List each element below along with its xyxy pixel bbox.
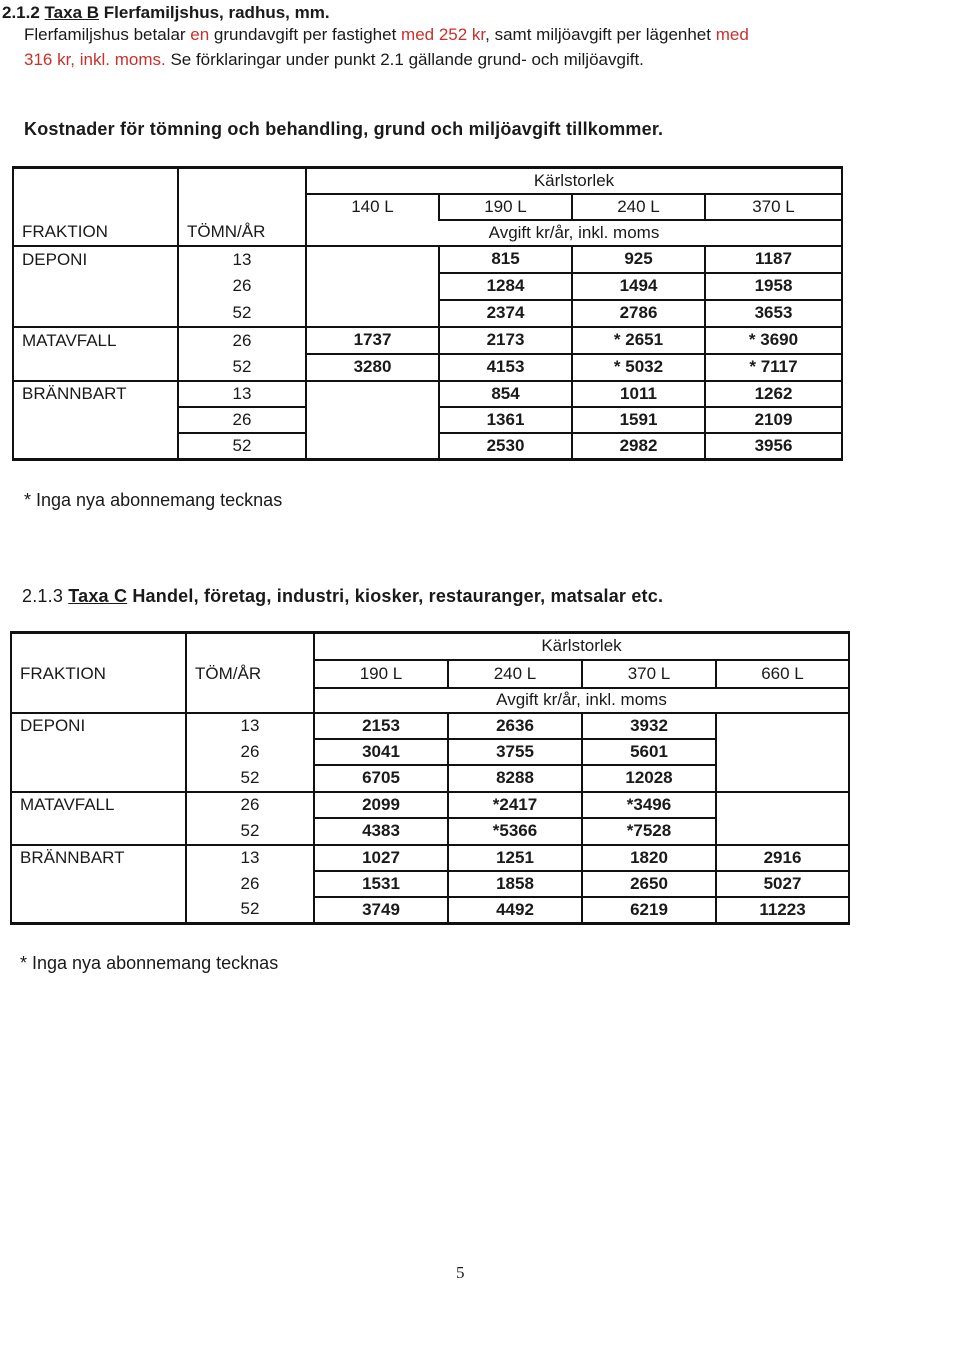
- price-cell: 6705: [314, 765, 448, 792]
- size-header: 660 L: [716, 660, 849, 688]
- price-cell: [306, 246, 439, 273]
- price-cell: [306, 433, 439, 460]
- group-header: Kärlstorlek: [314, 633, 849, 660]
- price-cell: 815: [439, 246, 572, 273]
- price-label: Avgift kr/år, inkl. moms: [314, 688, 849, 713]
- para-highlight: en: [190, 25, 210, 44]
- price-cell: [716, 792, 849, 818]
- tomn-value: 52: [178, 300, 306, 327]
- price-cell: 2153: [314, 713, 448, 739]
- price-cell: [306, 381, 439, 407]
- tomn-value: 13: [178, 381, 306, 407]
- price-cell: 3280: [306, 354, 439, 381]
- price-cell: 1011: [572, 381, 705, 407]
- page-number: 5: [456, 1263, 465, 1282]
- price-cell: 1187: [705, 246, 842, 273]
- price-cell: *7528: [582, 818, 716, 845]
- price-label: Avgift kr/år, inkl. moms: [306, 220, 842, 246]
- price-cell: * 5032: [572, 354, 705, 381]
- price-cell: 1494: [572, 273, 705, 300]
- empty-cell: [178, 168, 306, 194]
- empty-cell: [186, 633, 314, 660]
- empty-cell: [13, 354, 178, 381]
- price-cell: [716, 765, 849, 792]
- empty-cell: [13, 300, 178, 327]
- tomn-value: 52: [178, 433, 306, 460]
- empty-cell: [11, 739, 186, 765]
- price-cell: 2530: [439, 433, 572, 460]
- price-cell: 2173: [439, 327, 572, 354]
- price-cell: 1820: [582, 845, 716, 871]
- price-cell: 4492: [448, 897, 582, 924]
- intro-paragraph-line-1: [24, 25, 749, 45]
- price-cell: 2650: [582, 871, 716, 897]
- price-cell: 2109: [705, 407, 842, 433]
- price-cell: 5601: [582, 739, 716, 765]
- tomn-value: 26: [178, 407, 306, 433]
- empty-cell: [13, 407, 178, 433]
- para-text: grundavgift per fastighet: [209, 25, 402, 44]
- taxa-c-price-table: [10, 631, 850, 925]
- price-cell: 12028: [582, 765, 716, 792]
- empty-cell: [13, 194, 178, 220]
- price-cell: 1858: [448, 871, 582, 897]
- price-cell: 5027: [716, 871, 849, 897]
- price-cell: 4153: [439, 354, 572, 381]
- fraktion-label: BRÄNNBART: [11, 845, 186, 871]
- empty-cell: [11, 897, 186, 924]
- price-cell: 2982: [572, 433, 705, 460]
- price-cell: 2636: [448, 713, 582, 739]
- price-cell: 1737: [306, 327, 439, 354]
- price-cell: *2417: [448, 792, 582, 818]
- price-cell: [306, 407, 439, 433]
- size-header: 240 L: [572, 194, 705, 220]
- empty-cell: [186, 688, 314, 713]
- price-cell: 854: [439, 381, 572, 407]
- price-cell: 3755: [448, 739, 582, 765]
- size-header: 190 L: [439, 194, 572, 220]
- fraktion-label: MATAVFALL: [11, 792, 186, 818]
- price-cell: [306, 300, 439, 327]
- price-cell: [716, 713, 849, 739]
- taxa-b-price-table: [12, 166, 843, 461]
- price-cell: 1531: [314, 871, 448, 897]
- price-cell: 1361: [439, 407, 572, 433]
- heading-taxa-label: Taxa C: [68, 586, 128, 606]
- empty-cell: [13, 433, 178, 460]
- para-highlight: med 252 kr: [401, 25, 486, 44]
- price-cell: 8288: [448, 765, 582, 792]
- price-cell: 6219: [582, 897, 716, 924]
- para-highlight: 316 kr, inkl. moms.: [24, 50, 166, 69]
- size-header: 190 L: [314, 660, 448, 688]
- empty-cell: [11, 688, 186, 713]
- column-header-tomn: TÖM/ÅR: [186, 660, 314, 688]
- cost-subheading: Kostnader för tömning och behandling, grund och miljöavgift tillkommer.: [24, 119, 664, 139]
- fraktion-label: DEPONI: [13, 246, 178, 273]
- heading-taxa-label: Taxa B: [44, 3, 100, 22]
- section-heading-taxa-b: [2, 3, 330, 23]
- heading-title: Flerfamiljshus, radhus, mm.: [103, 3, 330, 22]
- price-cell: 2374: [439, 300, 572, 327]
- price-cell: 3749: [314, 897, 448, 924]
- column-header-fraktion: FRAKTION: [11, 660, 186, 688]
- price-cell: *5366: [448, 818, 582, 845]
- tomn-value: 52: [186, 897, 314, 924]
- empty-cell: [13, 273, 178, 300]
- heading-number: 2.1.2: [2, 3, 40, 22]
- price-cell: 1262: [705, 381, 842, 407]
- para-text: Se förklaringar under punkt 2.1 gällande grund- och miljöavgift.: [165, 50, 644, 69]
- size-header: 370 L: [582, 660, 716, 688]
- price-cell: 3956: [705, 433, 842, 460]
- tomn-value: 13: [178, 246, 306, 273]
- tomn-value: 26: [178, 327, 306, 354]
- empty-cell: [11, 765, 186, 792]
- column-header-tomn: TÖMN/ÅR: [178, 220, 306, 246]
- price-cell: 3653: [705, 300, 842, 327]
- price-cell: 1958: [705, 273, 842, 300]
- price-cell: [716, 818, 849, 845]
- tomn-value: 26: [186, 871, 314, 897]
- para-text: Flerfamiljshus betalar: [24, 25, 191, 44]
- price-cell: *3496: [582, 792, 716, 818]
- price-cell: [306, 273, 439, 300]
- heading-title: Handel, företag, industri, kiosker, restauranger, matsalar etc.: [132, 586, 664, 606]
- heading-number: 2.1.3: [22, 586, 64, 606]
- size-header: 370 L: [705, 194, 842, 220]
- para-highlight: med: [715, 25, 749, 44]
- price-cell: 1027: [314, 845, 448, 871]
- empty-cell: [11, 871, 186, 897]
- size-header: 240 L: [448, 660, 582, 688]
- fraktion-label: DEPONI: [11, 713, 186, 739]
- footnote-taxa-c: * Inga nya abonnemang tecknas: [20, 953, 279, 973]
- tomn-value: 26: [186, 792, 314, 818]
- price-cell: 4383: [314, 818, 448, 845]
- tomn-value: 52: [178, 354, 306, 381]
- intro-paragraph-line-2: [24, 50, 644, 70]
- empty-cell: [13, 168, 178, 194]
- tomn-value: 13: [186, 713, 314, 739]
- section-heading-taxa-c: [22, 586, 663, 607]
- tomn-value: 13: [186, 845, 314, 871]
- size-header: 140 L: [306, 194, 439, 220]
- price-cell: 2786: [572, 300, 705, 327]
- tomn-value: 26: [178, 273, 306, 300]
- price-cell: * 3690: [705, 327, 842, 354]
- empty-cell: [178, 194, 306, 220]
- fraktion-label: BRÄNNBART: [13, 381, 178, 407]
- price-cell: 2916: [716, 845, 849, 871]
- price-cell: 2099: [314, 792, 448, 818]
- price-cell: * 2651: [572, 327, 705, 354]
- empty-cell: [11, 818, 186, 845]
- empty-cell: [11, 633, 186, 660]
- price-cell: [716, 739, 849, 765]
- para-text: , samt miljöavgift per lägenhet: [485, 25, 716, 44]
- column-header-fraktion: FRAKTION: [13, 220, 178, 246]
- group-header: Kärlstorlek: [306, 168, 842, 194]
- tomn-value: 52: [186, 765, 314, 792]
- fraktion-label: MATAVFALL: [13, 327, 178, 354]
- tomn-value: 26: [186, 739, 314, 765]
- tomn-value: 52: [186, 818, 314, 845]
- price-cell: 1251: [448, 845, 582, 871]
- footnote-taxa-b: * Inga nya abonnemang tecknas: [24, 490, 283, 510]
- price-cell: 3041: [314, 739, 448, 765]
- price-cell: 925: [572, 246, 705, 273]
- price-cell: 1591: [572, 407, 705, 433]
- price-cell: * 7117: [705, 354, 842, 381]
- price-cell: 11223: [716, 897, 849, 924]
- price-cell: 1284: [439, 273, 572, 300]
- price-cell: 3932: [582, 713, 716, 739]
